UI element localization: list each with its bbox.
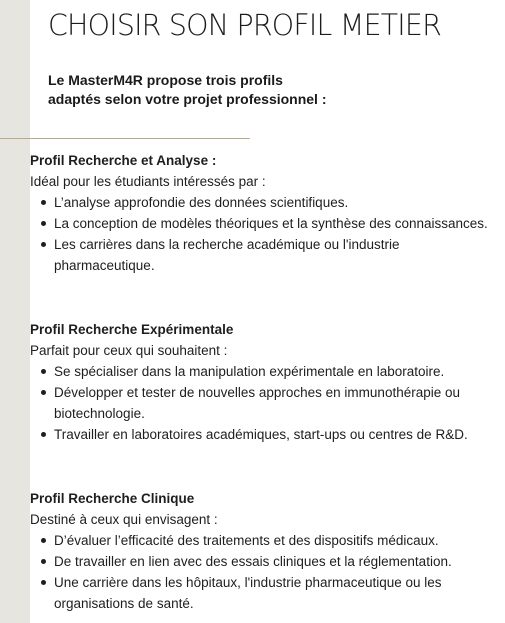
page-title: CHOISIR SON PROFIL METIER <box>48 8 442 42</box>
section-lead: Parfait pour ceux qui souhaitent : <box>30 343 228 358</box>
bullet-list <box>30 530 505 614</box>
list-item: Les carrières dans la recherche académique ou l'industrie pharmaceutique. <box>30 234 505 276</box>
bullet-list <box>30 361 505 445</box>
list-item: Développer et tester de nouvelles approches en immunothérapie ou biotechnologie. <box>30 382 505 424</box>
profile-section-experimental <box>30 319 505 445</box>
section-title: Profil Recherche Expérimentale <box>30 322 234 337</box>
profile-section-clinical <box>30 488 505 614</box>
list-item: L’analyse approfondie des données scientifiques. <box>30 192 505 213</box>
intro-line-1: Le MasterM4R propose trois profils <box>48 72 283 88</box>
section-divider <box>0 138 250 139</box>
section-title: Profil Recherche et Analyse : <box>30 153 217 168</box>
section-lead: Destiné à ceux qui envisagent : <box>30 512 218 527</box>
list-item: Travailler en laboratoires académiques, start-ups ou centres de R&D. <box>30 424 505 445</box>
list-item: Se spécialiser dans la manipulation expérimentale en laboratoire. <box>30 361 505 382</box>
profile-section-research-analysis <box>30 150 505 276</box>
intro-line-2: adaptés selon votre projet professionnel : <box>48 91 327 107</box>
list-item: D’évaluer l’efficacité des traitements et des dispositifs médicaux. <box>30 530 505 551</box>
intro-text <box>48 71 448 109</box>
section-lead: Idéal pour les étudiants intéressés par : <box>30 174 266 189</box>
list-item: De travailler en lien avec des essais cliniques et la réglementation. <box>30 551 505 572</box>
section-title: Profil Recherche Clinique <box>30 491 195 506</box>
bullet-list <box>30 192 505 276</box>
list-item: La conception de modèles théoriques et la synthèse des connaissances. <box>30 213 505 234</box>
list-item: Une carrière dans les hôpitaux, l'industrie pharmaceutique ou les organisations de santé. <box>30 572 505 614</box>
